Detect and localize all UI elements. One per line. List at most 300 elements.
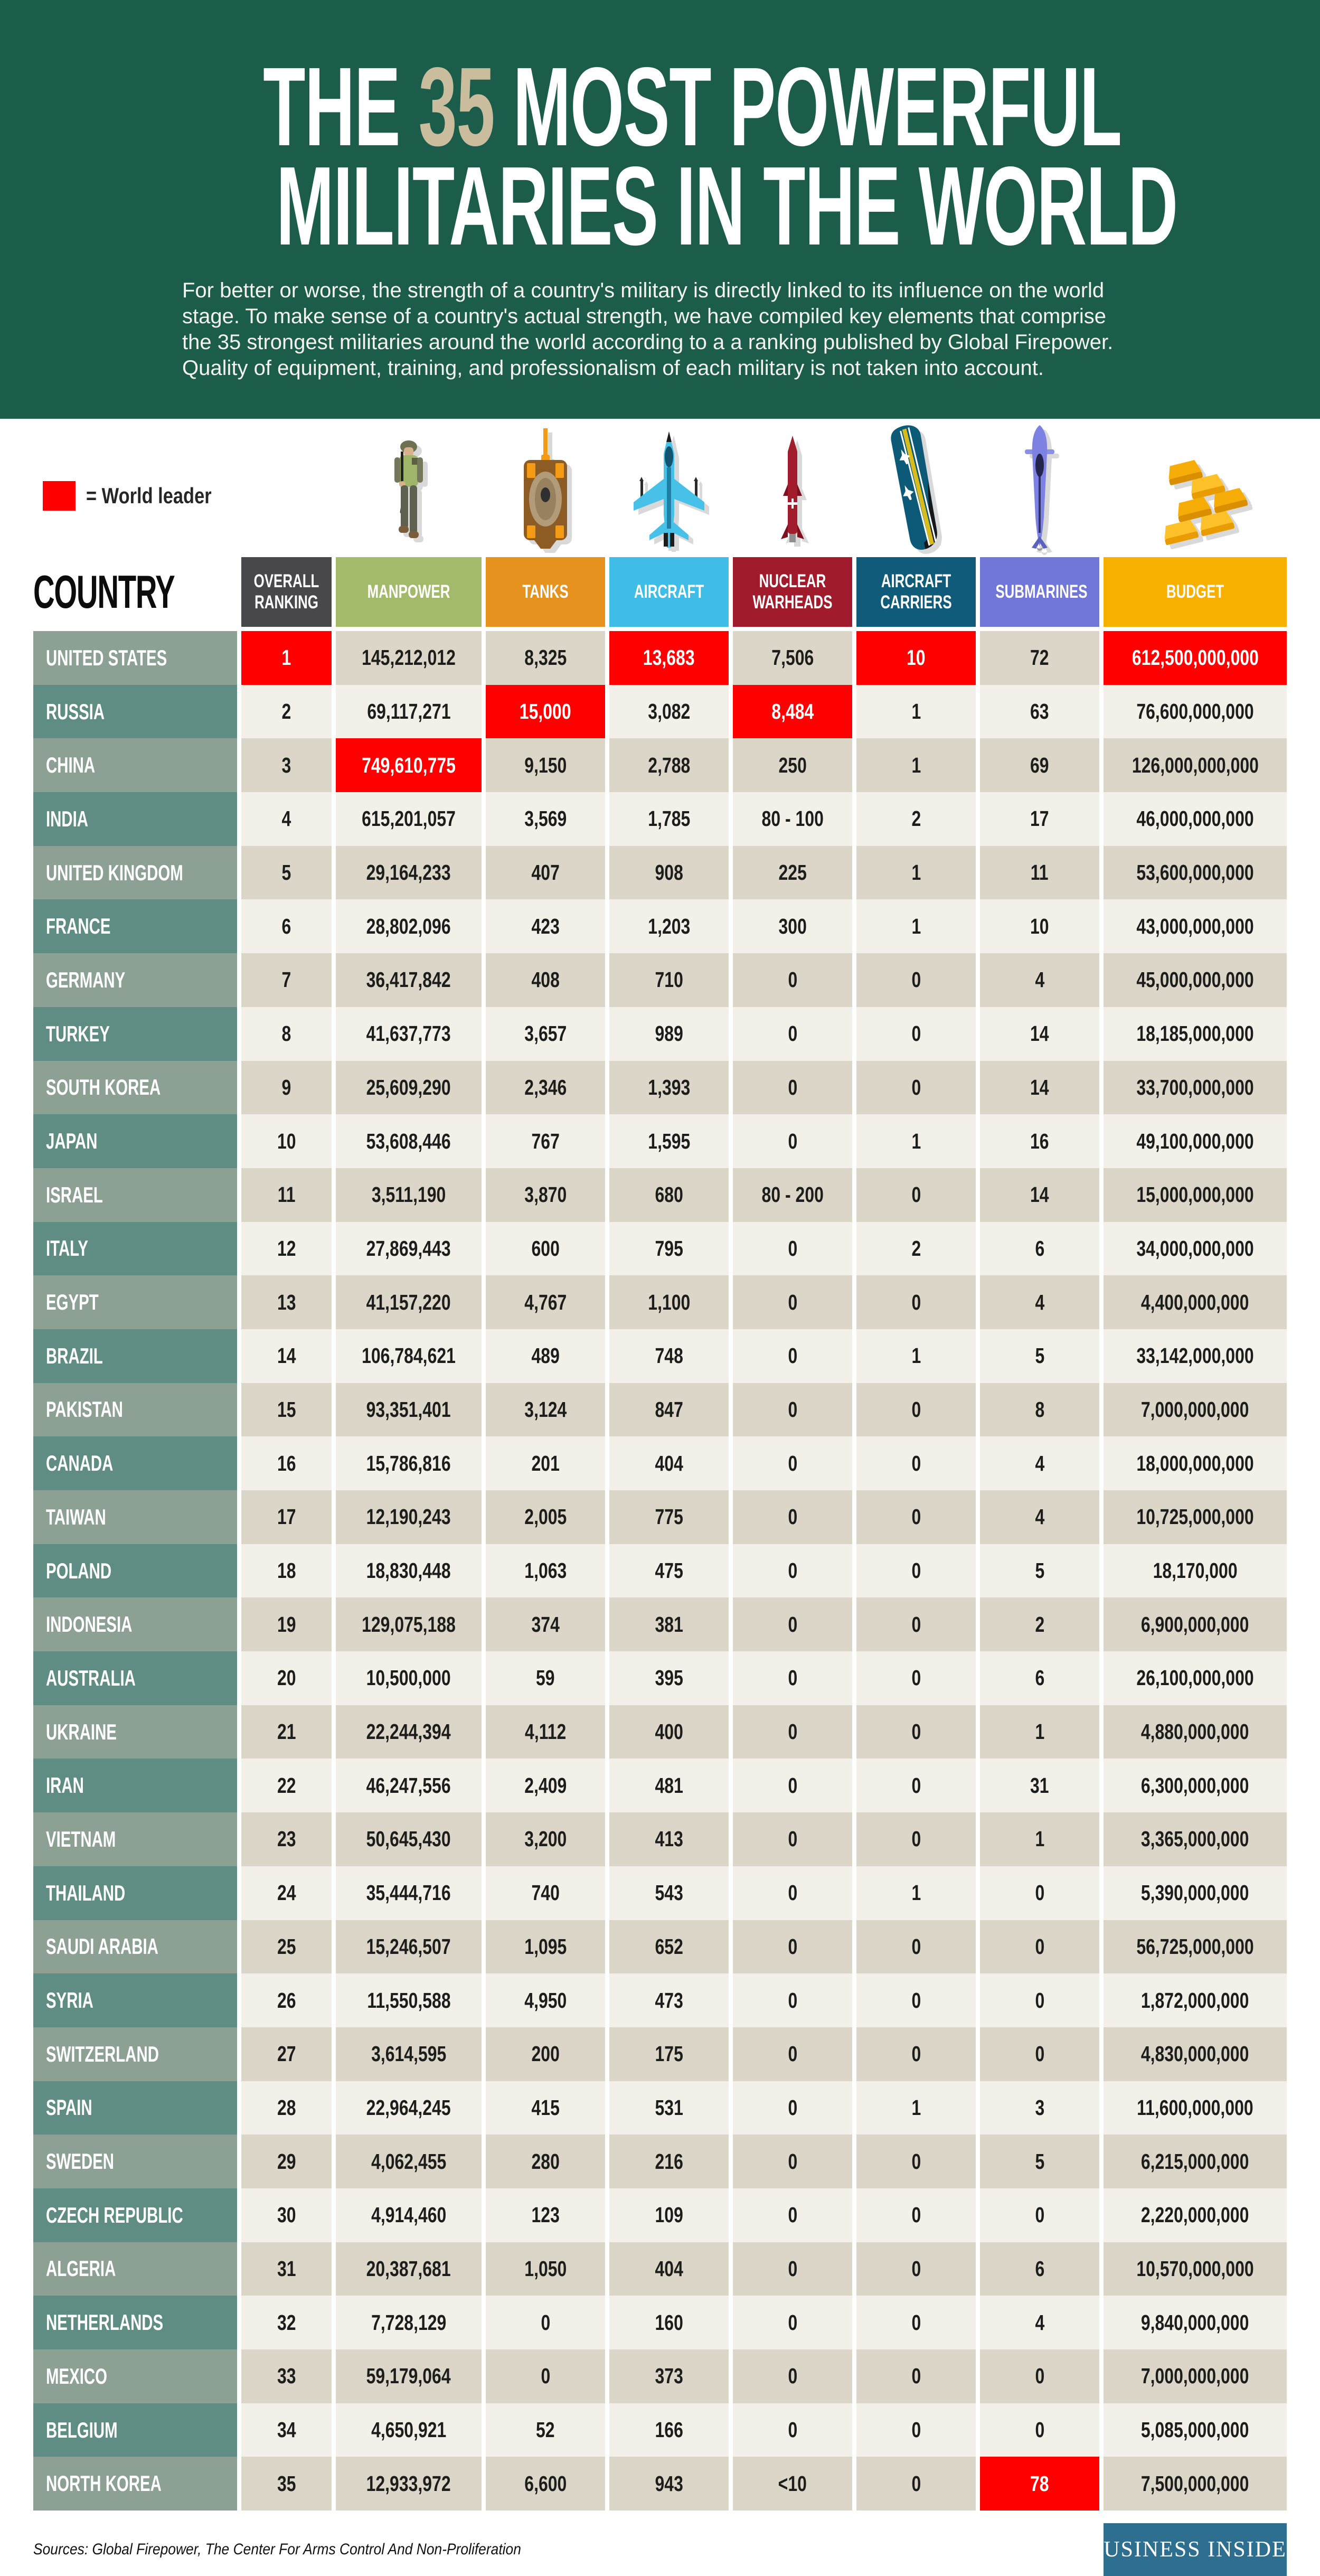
country-name: TAIWAN xyxy=(46,1504,106,1529)
table-row xyxy=(33,1168,1287,1222)
tanks-cell: 4,950 xyxy=(486,1973,605,2027)
aircraft-carriers-cell: 0 xyxy=(856,1061,976,1115)
aircraft-cell: 216 xyxy=(609,2135,729,2188)
tanks-cell: 1,095 xyxy=(486,1920,605,1974)
manpower-cell: 15,246,507 xyxy=(336,1920,482,1974)
aircraft-carriers-cell: 0 xyxy=(856,2135,976,2188)
country-column-header xyxy=(33,557,237,627)
table-row xyxy=(33,738,1287,792)
budget-cell: 18,170,000 xyxy=(1104,1544,1287,1598)
nuclear-warheads-cell: 80 - 100 xyxy=(733,792,852,846)
manpower-cell: 22,964,245 xyxy=(336,2081,482,2135)
tanks-cell: 280 xyxy=(486,2135,605,2188)
submarines-cell: 14 xyxy=(980,1168,1099,1222)
country-cell xyxy=(33,685,237,739)
table-row xyxy=(33,1920,1287,1974)
aircraft-cell: 989 xyxy=(609,1007,729,1061)
nuclear-warheads-cell: 0 xyxy=(733,1329,852,1383)
country-name: SPAIN xyxy=(46,2095,92,2120)
country-name: NETHERLANDS xyxy=(46,2310,164,2335)
ranking-cell: 21 xyxy=(241,1705,332,1759)
aircraft-carriers-cell: 0 xyxy=(856,2349,976,2403)
country-name: ALGERIA xyxy=(46,2256,116,2281)
table-row xyxy=(33,1597,1287,1651)
manpower-cell: 59,179,064 xyxy=(336,2349,482,2403)
country-cell xyxy=(33,1651,237,1705)
aircraft-carriers-cell: 0 xyxy=(856,1383,976,1437)
tanks-cell: 3,569 xyxy=(486,792,605,846)
country-cell xyxy=(33,1866,237,1920)
manpower-cell: 28,802,096 xyxy=(336,899,482,953)
country-name: THAILAND xyxy=(46,1880,126,1905)
manpower-cell: 7,728,129 xyxy=(336,2296,482,2349)
submarines-cell: 3 xyxy=(980,2081,1099,2135)
country-cell xyxy=(33,2242,237,2296)
submarines-cell: 69 xyxy=(980,738,1099,792)
aircraft-cell: 943 xyxy=(609,2457,729,2511)
aircraft-carriers-cell: 1 xyxy=(856,1114,976,1168)
aircraft-carriers-cell: 1 xyxy=(856,899,976,953)
country-cell xyxy=(33,792,237,846)
aircraft-carriers-cell: 0 xyxy=(856,1973,976,2027)
table-row xyxy=(33,2188,1287,2242)
table-row xyxy=(33,1436,1287,1490)
fighter-jet-icon xyxy=(609,430,729,557)
aircraft-carriers-cell: 0 xyxy=(856,1007,976,1061)
aircraft-cell: 481 xyxy=(609,1759,729,1812)
aircraft-carriers-cell: 0 xyxy=(856,1705,976,1759)
tanks-cell: 3,124 xyxy=(486,1383,605,1437)
manpower-cell: 10,500,000 xyxy=(336,1651,482,1705)
submarines-cell: 4 xyxy=(980,1490,1099,1544)
tanks-cell: 408 xyxy=(486,953,605,1007)
country-cell xyxy=(33,1275,237,1329)
country-name: GERMANY xyxy=(46,967,126,992)
submarines-cell: 4 xyxy=(980,953,1099,1007)
soldier-icon xyxy=(336,439,482,557)
nuclear-warheads-cell: 0 xyxy=(733,1705,852,1759)
nuclear-warheads-cell: 0 xyxy=(733,2403,852,2457)
submarines-cell: 4 xyxy=(980,2296,1099,2349)
ranking-cell: 32 xyxy=(241,2296,332,2349)
budget-cell: 5,390,000,000 xyxy=(1104,1866,1287,1920)
tanks-cell: 4,112 xyxy=(486,1705,605,1759)
aircraft-carriers-cell: 0 xyxy=(856,2027,976,2081)
nuclear-warheads-cell: 7,506 xyxy=(733,631,852,685)
submarines-cell: 1 xyxy=(980,1705,1099,1759)
column-header-submarines: SUBMARINES xyxy=(980,557,1099,627)
tank-icon xyxy=(486,428,605,557)
table-row xyxy=(33,846,1287,900)
country-name: UKRAINE xyxy=(46,1719,117,1744)
submarines-cell: 31 xyxy=(980,1759,1099,1812)
country-name: SWITZERLAND xyxy=(46,2041,159,2066)
tanks-cell: 0 xyxy=(486,2349,605,2403)
budget-cell: 33,142,000,000 xyxy=(1104,1329,1287,1383)
tanks-cell: 2,409 xyxy=(486,1759,605,1812)
tanks-cell: 740 xyxy=(486,1866,605,1920)
manpower-cell: 4,650,921 xyxy=(336,2403,482,2457)
aircraft-carriers-cell: 10 xyxy=(856,631,976,685)
column-header-aircraft: AIRCRAFT xyxy=(609,557,729,627)
submarines-cell: 0 xyxy=(980,1920,1099,1974)
nuclear-warheads-cell: 0 xyxy=(733,1973,852,2027)
nuclear-warheads-cell: 0 xyxy=(733,953,852,1007)
aircraft-cell: 2,788 xyxy=(609,738,729,792)
country-cell xyxy=(33,899,237,953)
aircraft-carriers-cell: 0 xyxy=(856,1490,976,1544)
nuclear-warheads-cell: 0 xyxy=(733,1920,852,1974)
table-row xyxy=(33,1329,1287,1383)
ranking-cell: 26 xyxy=(241,1973,332,2027)
title-text: MILITARIES IN THE WORLD xyxy=(276,143,1177,268)
aircraft-cell: 908 xyxy=(609,846,729,900)
aircraft-cell: 775 xyxy=(609,1490,729,1544)
manpower-cell: 615,201,057 xyxy=(336,792,482,846)
budget-cell: 1,872,000,000 xyxy=(1104,1973,1287,2027)
aircraft-carriers-cell: 0 xyxy=(856,1436,976,1490)
budget-cell: 7,000,000,000 xyxy=(1104,2349,1287,2403)
aircraft-carriers-cell: 1 xyxy=(856,685,976,739)
aircraft-carriers-cell: 0 xyxy=(856,1597,976,1651)
aircraft-cell: 795 xyxy=(609,1222,729,1276)
nuclear-warheads-cell: 0 xyxy=(733,1061,852,1115)
submarines-cell: 14 xyxy=(980,1007,1099,1061)
manpower-cell: 36,417,842 xyxy=(336,953,482,1007)
ranking-cell: 5 xyxy=(241,846,332,900)
budget-cell: 46,000,000,000 xyxy=(1104,792,1287,846)
world-leader-legend xyxy=(33,481,332,557)
country-cell xyxy=(33,631,237,685)
country-name: FRANCE xyxy=(46,914,111,939)
ranking-cell: 17 xyxy=(241,1490,332,1544)
country-name: MEXICO xyxy=(46,2363,107,2389)
country-name: BELGIUM xyxy=(46,2417,118,2442)
nuclear-warheads-cell: 0 xyxy=(733,2027,852,2081)
country-name: INDIA xyxy=(46,806,89,831)
aircraft-carriers-cell: 0 xyxy=(856,1168,976,1222)
aircraft-cell: 381 xyxy=(609,1597,729,1651)
tanks-cell: 2,005 xyxy=(486,1490,605,1544)
country-cell xyxy=(33,2188,237,2242)
country-name: SWEDEN xyxy=(46,2149,115,2174)
submarines-cell: 0 xyxy=(980,2027,1099,2081)
column-header-aircraft-carriers: AIRCRAFT CARRIERS xyxy=(856,557,976,627)
tanks-cell: 767 xyxy=(486,1114,605,1168)
manpower-cell: 29,164,233 xyxy=(336,846,482,900)
budget-cell: 4,880,000,000 xyxy=(1104,1705,1287,1759)
table-row xyxy=(33,631,1287,685)
missile-icon xyxy=(733,436,852,557)
title-accent-number: 35 xyxy=(418,44,495,169)
aircraft-carriers-cell: 2 xyxy=(856,1222,976,1276)
nuclear-warheads-cell: 0 xyxy=(733,1436,852,1490)
country-cell xyxy=(33,1490,237,1544)
manpower-cell: 3,511,190 xyxy=(336,1168,482,1222)
budget-cell: 5,085,000,000 xyxy=(1104,2403,1287,2457)
budget-cell: 34,000,000,000 xyxy=(1104,1222,1287,1276)
tanks-cell: 8,325 xyxy=(486,631,605,685)
ranking-cell: 15 xyxy=(241,1383,332,1437)
ranking-cell: 16 xyxy=(241,1436,332,1490)
column-header-overall-ranking: OVERALL RANKING xyxy=(241,557,332,627)
ranking-cell: 4 xyxy=(241,792,332,846)
submarines-cell: 11 xyxy=(980,846,1099,900)
country-cell xyxy=(33,1973,237,2027)
ranking-cell: 14 xyxy=(241,1329,332,1383)
manpower-cell: 12,190,243 xyxy=(336,1490,482,1544)
nuclear-warheads-cell: 0 xyxy=(733,2081,852,2135)
aircraft-carriers-cell: 0 xyxy=(856,2296,976,2349)
ranking-cell: 11 xyxy=(241,1168,332,1222)
country-cell xyxy=(33,953,237,1007)
intro-line: For better or worse, the strength of a country's military is directly linked to its influence on the world xyxy=(182,279,1105,302)
aircraft-carriers-cell: 0 xyxy=(856,1544,976,1598)
table-row xyxy=(33,1973,1287,2027)
aircraft-cell: 1,393 xyxy=(609,1061,729,1115)
country-cell xyxy=(33,1168,237,1222)
country-name: CHINA xyxy=(46,753,96,778)
sources-note: Sources: Global Firepower, The Center For Arms Control And Non-Proliferation xyxy=(33,2541,521,2559)
manpower-cell: 27,869,443 xyxy=(336,1222,482,1276)
aircraft-cell: 748 xyxy=(609,1329,729,1383)
submarines-cell: 6 xyxy=(980,1651,1099,1705)
table-row xyxy=(33,1705,1287,1759)
submarines-cell: 5 xyxy=(980,1544,1099,1598)
ranking-cell: 7 xyxy=(241,953,332,1007)
tanks-cell: 2,346 xyxy=(486,1061,605,1115)
budget-cell: 49,100,000,000 xyxy=(1104,1114,1287,1168)
nuclear-warheads-cell: 0 xyxy=(733,2242,852,2296)
budget-cell: 4,400,000,000 xyxy=(1104,1275,1287,1329)
table-row xyxy=(33,1866,1287,1920)
budget-cell: 18,000,000,000 xyxy=(1104,1436,1287,1490)
country-name: AUSTRALIA xyxy=(46,1665,136,1690)
manpower-cell: 46,247,556 xyxy=(336,1759,482,1812)
tanks-cell: 1,063 xyxy=(486,1544,605,1598)
aircraft-cell: 710 xyxy=(609,953,729,1007)
tanks-cell: 3,870 xyxy=(486,1168,605,1222)
table-row xyxy=(33,685,1287,739)
aircraft-carriers-cell: 0 xyxy=(856,953,976,1007)
aircraft-carriers-cell: 0 xyxy=(856,1651,976,1705)
nuclear-warheads-cell: 0 xyxy=(733,1007,852,1061)
aircraft-carriers-cell: 0 xyxy=(856,1812,976,1866)
country-name: INDONESIA xyxy=(46,1612,133,1637)
budget-cell: 6,215,000,000 xyxy=(1104,2135,1287,2188)
page-title xyxy=(0,44,1320,268)
submarines-cell: 0 xyxy=(980,1866,1099,1920)
budget-cell: 26,100,000,000 xyxy=(1104,1651,1287,1705)
legend-and-icons-band xyxy=(33,419,1287,557)
aircraft-cell: 543 xyxy=(609,1866,729,1920)
nuclear-warheads-cell: 0 xyxy=(733,1383,852,1437)
submarines-cell: 78 xyxy=(980,2457,1099,2511)
tanks-cell: 200 xyxy=(486,2027,605,2081)
table-row xyxy=(33,2027,1287,2081)
manpower-cell: 106,784,621 xyxy=(336,1329,482,1383)
ranking-cell: 19 xyxy=(241,1597,332,1651)
country-cell xyxy=(33,2296,237,2349)
country-name: TURKEY xyxy=(46,1021,110,1046)
tanks-cell: 407 xyxy=(486,846,605,900)
nuclear-warheads-cell: 0 xyxy=(733,1597,852,1651)
aircraft-carriers-cell: 1 xyxy=(856,1866,976,1920)
tanks-cell: 600 xyxy=(486,1222,605,1276)
country-name: VIETNAM xyxy=(46,1826,116,1851)
submarines-cell: 2 xyxy=(980,1597,1099,1651)
budget-cell: 3,365,000,000 xyxy=(1104,1812,1287,1866)
aircraft-cell: 166 xyxy=(609,2403,729,2457)
submarines-cell: 0 xyxy=(980,2403,1099,2457)
tanks-cell: 415 xyxy=(486,2081,605,2135)
tanks-cell: 123 xyxy=(486,2188,605,2242)
submarines-cell: 17 xyxy=(980,792,1099,846)
aircraft-cell: 1,595 xyxy=(609,1114,729,1168)
country-name: NORTH KOREA xyxy=(46,2471,162,2496)
country-cell xyxy=(33,1222,237,1276)
aircraft-carriers-cell: 0 xyxy=(856,2457,976,2511)
nuclear-warheads-cell: <10 xyxy=(733,2457,852,2511)
table-row xyxy=(33,899,1287,953)
aircraft-cell: 680 xyxy=(609,1168,729,1222)
nuclear-warheads-cell: 0 xyxy=(733,1222,852,1276)
ranking-cell: 24 xyxy=(241,1866,332,1920)
table-row xyxy=(33,2457,1287,2511)
ranking-cell: 34 xyxy=(241,2403,332,2457)
table-row xyxy=(33,2242,1287,2296)
budget-cell: 18,185,000,000 xyxy=(1104,1007,1287,1061)
tanks-cell: 1,050 xyxy=(486,2242,605,2296)
manpower-cell: 25,609,290 xyxy=(336,1061,482,1115)
ranking-cell: 6 xyxy=(241,899,332,953)
table-row xyxy=(33,1061,1287,1115)
table-header-row xyxy=(33,557,1287,627)
footer xyxy=(33,2523,1303,2576)
aircraft-cell: 413 xyxy=(609,1812,729,1866)
red-leader-swatch xyxy=(43,481,76,511)
table-row xyxy=(33,1651,1287,1705)
aircraft-cell: 404 xyxy=(609,2242,729,2296)
submarines-cell: 5 xyxy=(980,2135,1099,2188)
submarines-cell: 0 xyxy=(980,2349,1099,2403)
submarines-cell: 72 xyxy=(980,631,1099,685)
country-cell xyxy=(33,1383,237,1437)
country-cell xyxy=(33,2027,237,2081)
nuclear-warheads-cell: 0 xyxy=(733,1651,852,1705)
table-row xyxy=(33,2081,1287,2135)
nuclear-warheads-cell: 0 xyxy=(733,1490,852,1544)
manpower-cell: 50,645,430 xyxy=(336,1812,482,1866)
country-cell xyxy=(33,1759,237,1812)
manpower-cell: 22,244,394 xyxy=(336,1705,482,1759)
nuclear-warheads-cell: 225 xyxy=(733,846,852,900)
nuclear-warheads-cell: 0 xyxy=(733,2349,852,2403)
budget-cell: 53,600,000,000 xyxy=(1104,846,1287,900)
aircraft-cell: 1,100 xyxy=(609,1275,729,1329)
country-name: CZECH REPUBLIC xyxy=(46,2202,183,2227)
manpower-cell: 129,075,188 xyxy=(336,1597,482,1651)
aircraft-cell: 531 xyxy=(609,2081,729,2135)
nuclear-warheads-cell: 0 xyxy=(733,1114,852,1168)
manpower-cell: 12,933,972 xyxy=(336,2457,482,2511)
tanks-cell: 9,150 xyxy=(486,738,605,792)
nuclear-warheads-cell: 0 xyxy=(733,2188,852,2242)
manpower-cell: 35,444,716 xyxy=(336,1866,482,1920)
intro-paragraph xyxy=(182,278,1148,381)
table-row xyxy=(33,792,1287,846)
country-cell xyxy=(33,1812,237,1866)
manpower-cell: 41,157,220 xyxy=(336,1275,482,1329)
country-name: UNITED STATES xyxy=(46,645,167,670)
table-body xyxy=(0,631,1320,2511)
manpower-cell: 69,117,271 xyxy=(336,685,482,739)
aircraft-cell: 1,785 xyxy=(609,792,729,846)
aircraft-carriers-cell: 0 xyxy=(856,2188,976,2242)
country-cell xyxy=(33,1597,237,1651)
manpower-cell: 15,786,816 xyxy=(336,1436,482,1490)
title-text: THE xyxy=(263,44,419,169)
column-header-budget: BUDGET xyxy=(1104,557,1287,627)
aircraft-cell: 475 xyxy=(609,1544,729,1598)
budget-cell: 6,300,000,000 xyxy=(1104,1759,1287,1812)
title-line-2 xyxy=(0,143,1320,268)
title-text: MOST POWERFUL xyxy=(494,44,1121,169)
ranking-cell: 22 xyxy=(241,1759,332,1812)
budget-cell: 7,500,000,000 xyxy=(1104,2457,1287,2511)
table-row xyxy=(33,1275,1287,1329)
nuclear-warheads-cell: 80 - 200 xyxy=(733,1168,852,1222)
ranking-cell: 31 xyxy=(241,2242,332,2296)
aircraft-cell: 473 xyxy=(609,1973,729,2027)
submarines-cell: 0 xyxy=(980,1973,1099,2027)
aircraft-carriers-cell: 2 xyxy=(856,792,976,846)
aircraft-cell: 395 xyxy=(609,1651,729,1705)
manpower-cell: 749,610,775 xyxy=(336,738,482,792)
nuclear-warheads-cell: 0 xyxy=(733,1759,852,1812)
country-name: ISRAEL xyxy=(46,1182,103,1207)
budget-cell: 45,000,000,000 xyxy=(1104,953,1287,1007)
submarines-cell: 4 xyxy=(980,1275,1099,1329)
country-cell xyxy=(33,2349,237,2403)
tanks-cell: 15,000 xyxy=(486,685,605,739)
country-cell xyxy=(33,1061,237,1115)
submarines-cell: 5 xyxy=(980,1329,1099,1383)
table-row xyxy=(33,1114,1287,1168)
legend-label: = World leader xyxy=(86,483,212,508)
tanks-cell: 374 xyxy=(486,1597,605,1651)
aircraft-cell: 160 xyxy=(609,2296,729,2349)
country-name: SAUDI ARABIA xyxy=(46,1934,158,1959)
country-cell xyxy=(33,1436,237,1490)
table-row xyxy=(33,1544,1287,1598)
gold-bars-icon xyxy=(1104,456,1287,557)
tanks-cell: 0 xyxy=(486,2296,605,2349)
manpower-cell: 4,914,460 xyxy=(336,2188,482,2242)
nuclear-warheads-cell: 0 xyxy=(733,1866,852,1920)
submarines-cell: 14 xyxy=(980,1061,1099,1115)
tanks-cell: 3,657 xyxy=(486,1007,605,1061)
submarines-cell: 10 xyxy=(980,899,1099,953)
budget-cell: 7,000,000,000 xyxy=(1104,1383,1287,1437)
title-line-1 xyxy=(0,44,1320,169)
nuclear-warheads-cell: 300 xyxy=(733,899,852,953)
tanks-cell: 4,767 xyxy=(486,1275,605,1329)
country-cell xyxy=(33,2081,237,2135)
nuclear-warheads-cell: 0 xyxy=(733,2296,852,2349)
country-name: UNITED KINGDOM xyxy=(46,860,183,885)
table-row xyxy=(33,2403,1287,2457)
